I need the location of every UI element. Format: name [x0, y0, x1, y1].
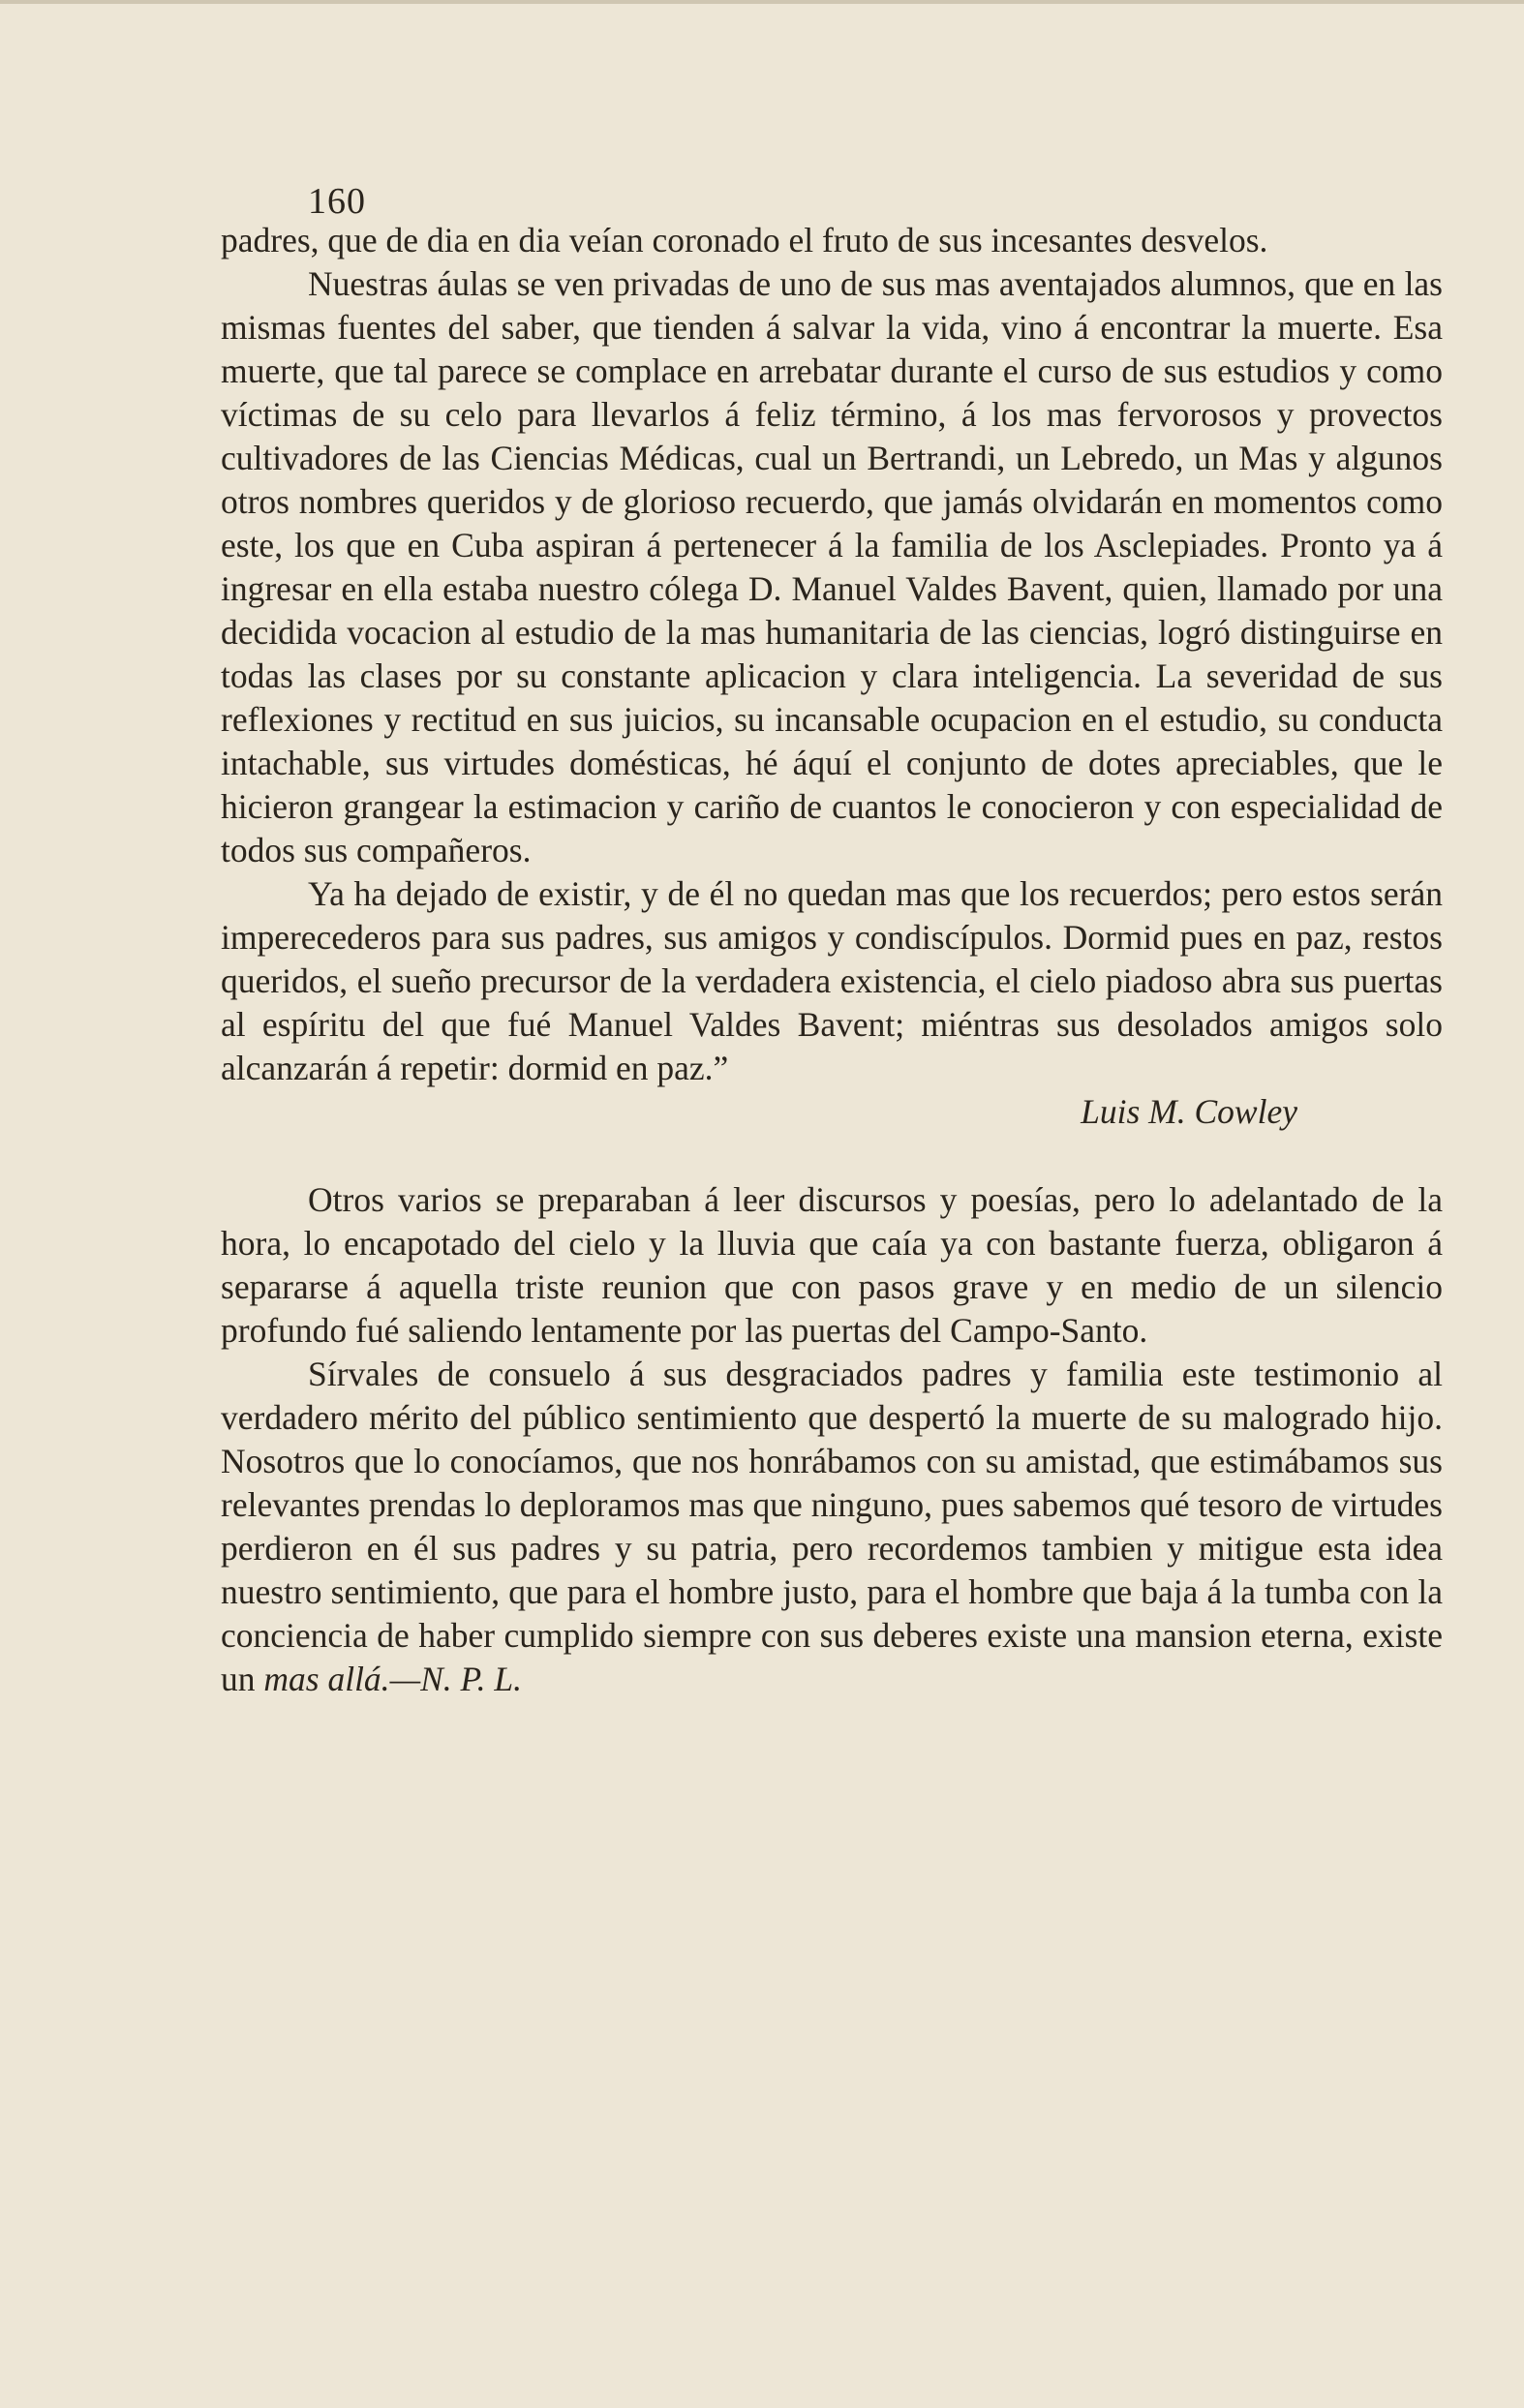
page-top-edge: [0, 0, 1524, 4]
closing-italic-phrase: mas allá.: [263, 1660, 390, 1698]
paragraph-1: padres, que de dia en dia veían coronado el fruto de sus incesantes desvelos.: [221, 221, 1268, 259]
section-gap: [221, 1134, 1443, 1178]
signature: Luis M. Cowley: [1081, 1092, 1297, 1131]
paragraph-4: Otros varios se preparaban á leer discursos y poesías, pero lo adelantado de la hora, lo encapotado del cielo y la lluvia que caía ya con bastante fuerza, obligaron á separarse á aquella triste reunion que con pasos grave y en medio de un silencio profundo fué saliendo lentamente por las puertas del Campo-Santo.: [221, 1180, 1443, 1350]
body-text: [221, 219, 1443, 1701]
paragraph-2: Nuestras áulas se ven privadas de uno de sus mas aventajados alumnos, que en las mismas fuentes del saber, que tienden á salvar la vida, vino á encontrar la muerte. Esa muerte, que tal parece se complace en arrebatar durante el curso de sus estudios y como víctimas de su celo para llevarlos á feliz término, á los mas fervorosos y provectos cultivadores de las Ciencias Médicas, cual un Bertrandi, un Lebredo, un Mas y algunos otros nombres queridos y de glorioso recuerdo, que jamás olvidarán en momentos como este, los que en Cuba aspiran á pertenecer á la familia de los Asclepiades. Pronto ya á ingresar en ella estaba nuestro cólega D. Manuel Valdes Bavent, quien, llamado por una decidida vocacion al estudio de la mas humanitaria de las ciencias, logró distinguirse en todas las clases por su constante aplicacion y clara inteligencia. La severidad de sus reflexiones y rectitud en sus juicios, su incansable ocupacion en el estudio, su conducta intachable, sus virtudes domésticas, hé áquí el conjunto de dotes apreciables, que le hicieron grangear la estimacion y cariño de cuantos le conocieron y con especialidad de todos sus compañeros.: [221, 264, 1443, 869]
paragraph-5: [221, 1353, 1443, 1701]
closing-initials: —N. P. L.: [389, 1660, 523, 1698]
page-number: 160: [308, 181, 366, 222]
paragraph-3: Ya ha dejado de existir, y de él no quedan mas que los recuerdos; pero estos serán imperecederos para sus padres, sus amigos y condiscípulos. Dormid pues en paz, restos queridos, el sueño precursor de la verdadera existencia, el cielo piadoso abra sus puertas al espíritu del que fué Manuel Valdes Bavent; miéntras sus desolados amigos solo alcanzarán á repetir: dormid en paz.”: [221, 874, 1443, 1087]
paragraph-5-text: Sírvales de consuelo á sus desgraciados padres y familia este testimonio al verdadero mérito del público sentimiento que despertó la muerte de su malogrado hijo. Nosotros que lo conocíamos, que nos honrábamos con su amistad, que estimábamos sus relevantes prendas lo deploramos mas que ninguno, pues sabemos qué tesoro de virtudes perdieron en él sus padres y su patria, pero recordemos tambien y mitigue esta idea nuestro sentimiento, que para el hombre justo, para el hombre que baja á la tumba con la conciencia de haber cumplido siempre con sus deberes existe una mansion eterna, existe un: [221, 1355, 1443, 1698]
